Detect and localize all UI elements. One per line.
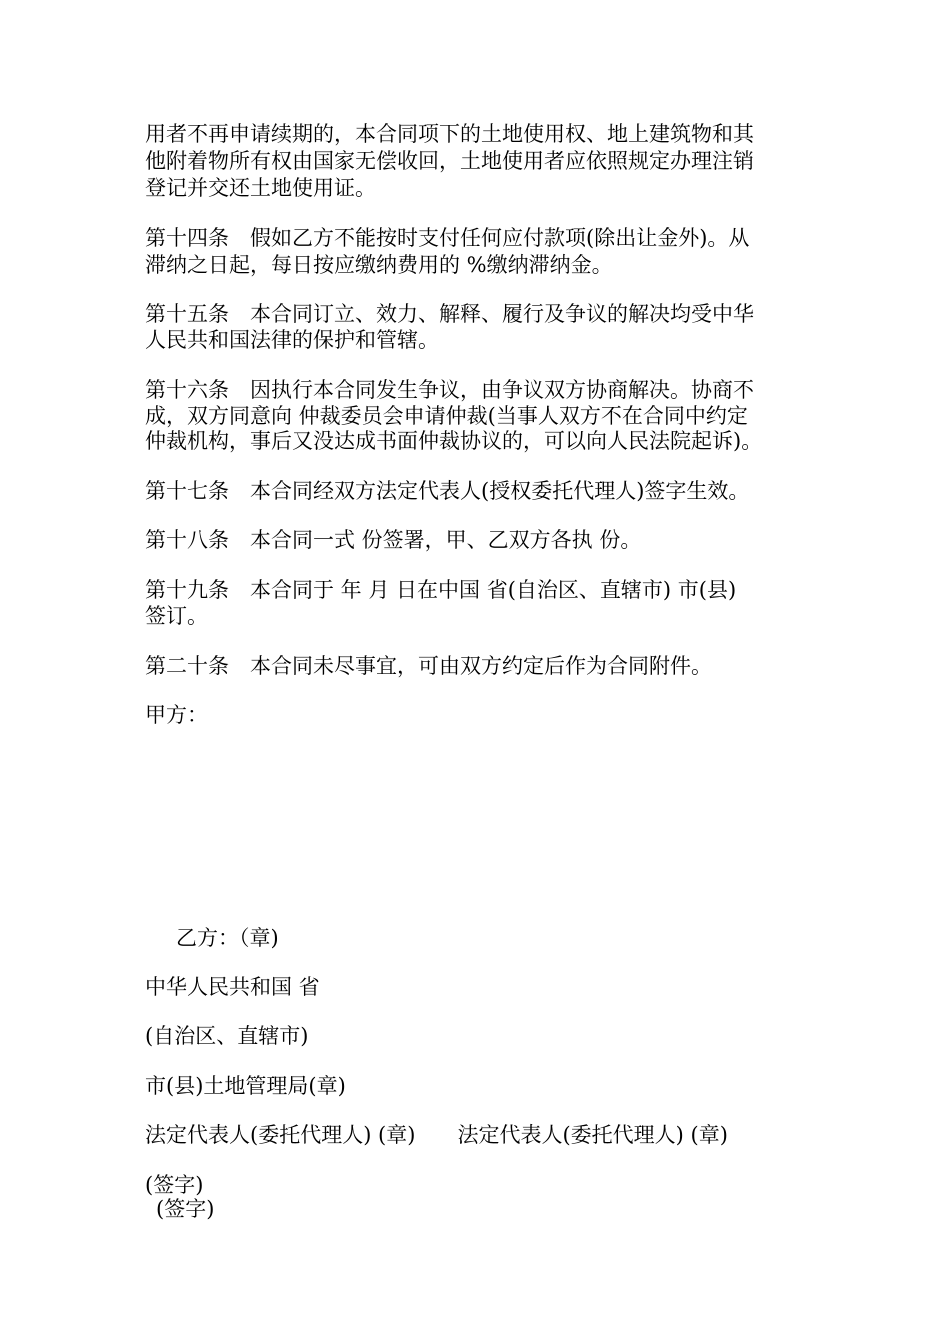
article-18: 第十八条 本合同一式 份签署，甲、乙双方各执 份。 bbox=[145, 528, 642, 552]
article-16-line-1: 第十六条 因执行本合同发生争议，由争议双方协商解决。协商不 bbox=[145, 378, 754, 402]
article-17: 第十七条 本合同经双方法定代表人(授权委托代理人)签字生效。 bbox=[145, 479, 750, 503]
article-13-line-2: 他附着物所有权由国家无偿收回，土地使用者应依照规定办理注销 bbox=[145, 149, 754, 173]
article-14-line-1: 第十四条 假如乙方不能按时支付任何应付款项(除出让金外)。从 bbox=[145, 226, 750, 250]
party-a-label: 甲方： bbox=[145, 703, 208, 727]
article-16-line-2: 成，双方同意向 仲裁委员会申请仲裁(当事人双方不在合同中约定 bbox=[145, 404, 748, 428]
region-line: (自治区、直辖市) bbox=[145, 1024, 309, 1048]
article-15-line-2: 人民共和国法律的保护和管辖。 bbox=[145, 328, 439, 352]
article-19-line-2: 签订。 bbox=[145, 604, 208, 628]
article-14-line-2: 滞纳之日起，每日按应缴纳费用的 %缴纳滞纳金。 bbox=[145, 253, 613, 277]
party-b-label: 乙方：（章) bbox=[176, 926, 279, 950]
country-province: 中华人民共和国 省 bbox=[145, 975, 320, 999]
article-19-line-1: 第十九条 本合同于 年 月 日在中国 省(自治区、直辖市) 市(县) bbox=[145, 578, 737, 602]
article-13-line-3: 登记并交还土地使用证。 bbox=[145, 176, 376, 200]
article-13-line-1: 用者不再申请续期的，本合同项下的土地使用权、地上建筑物和其 bbox=[145, 122, 754, 146]
land-bureau: 市(县)土地管理局(章) bbox=[145, 1074, 346, 1098]
article-20: 第二十条 本合同未尽事宜，可由双方约定后作为合同附件。 bbox=[145, 654, 712, 678]
article-16-line-3: 仲裁机构，事后又没达成书面仲裁协议的，可以向人民法院起诉)。 bbox=[145, 429, 763, 453]
article-15-line-1: 第十五条 本合同订立、效力、解释、履行及争议的解决均受中华 bbox=[145, 302, 754, 326]
legal-representatives: 法定代表人(委托代理人) (章) 法定代表人(委托代理人) (章) bbox=[145, 1123, 728, 1147]
signature-line-2: (签字) bbox=[156, 1197, 215, 1221]
signature-line-1: (签字) bbox=[145, 1173, 204, 1197]
